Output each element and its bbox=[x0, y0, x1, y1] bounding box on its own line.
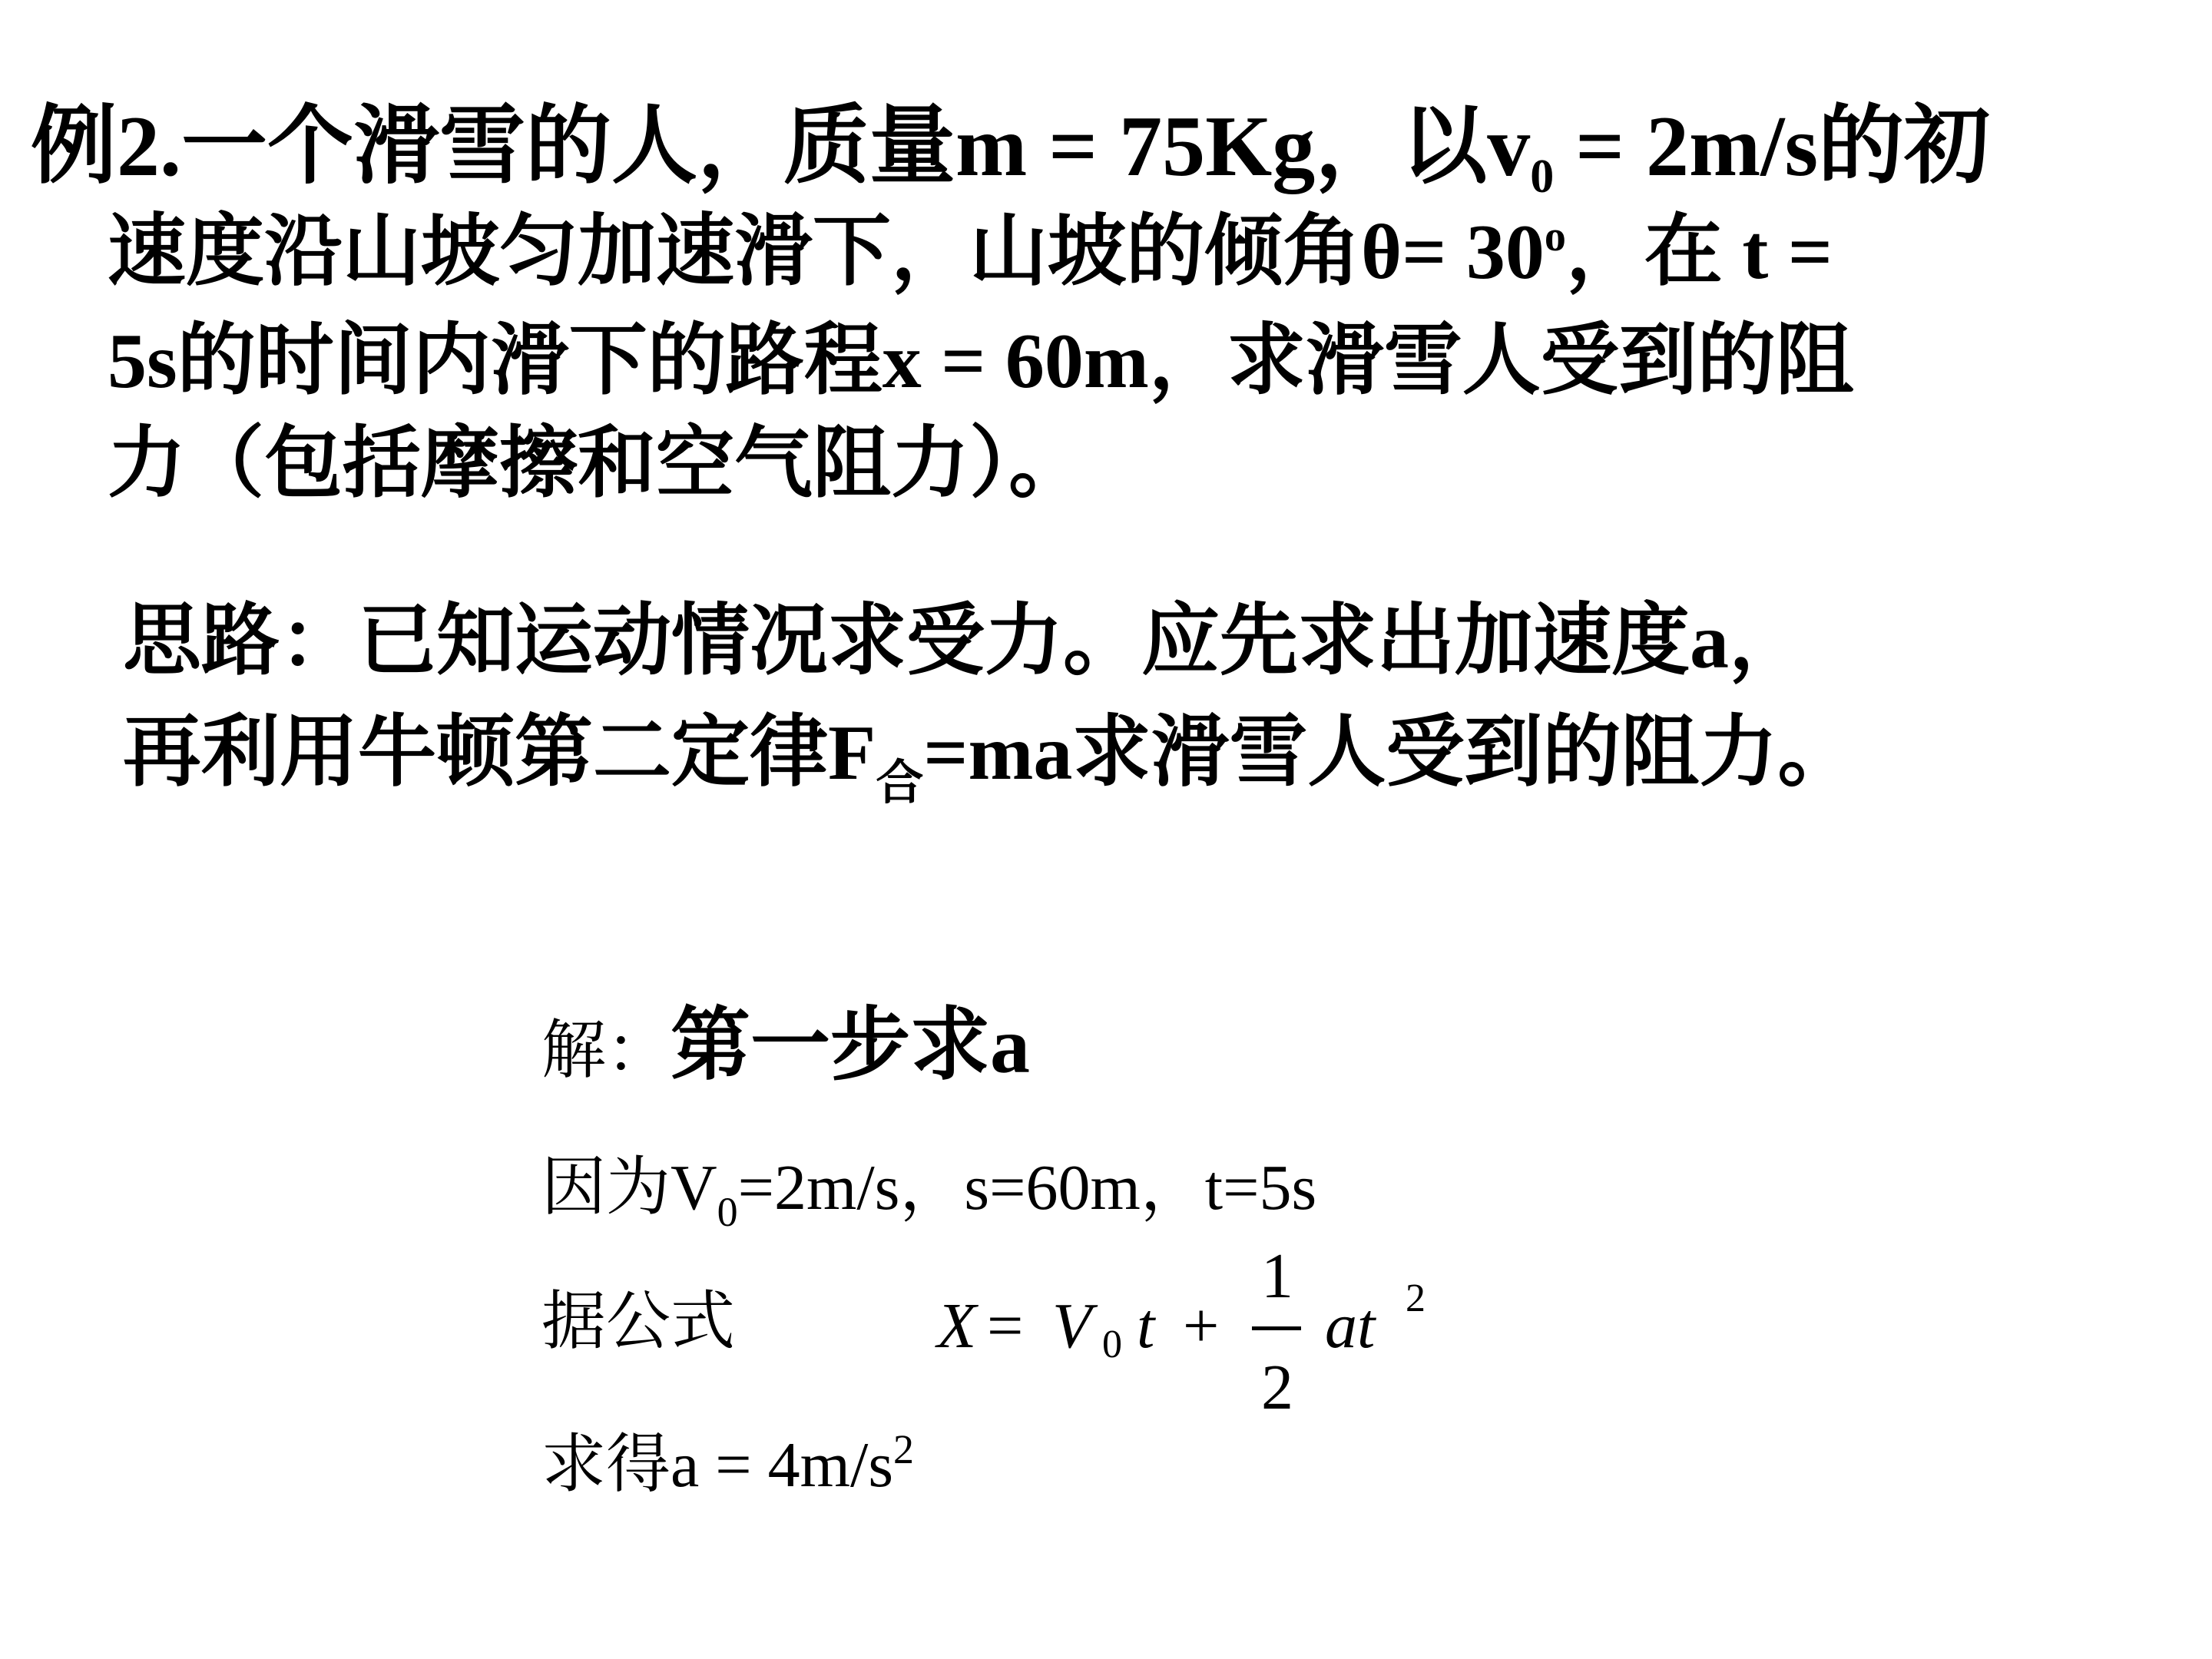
formula-v-subscript: 0 bbox=[1102, 1323, 1122, 1366]
problem-line-1-tail: = 2m/s的初 bbox=[1554, 99, 1991, 194]
problem-line-2 bbox=[108, 209, 1833, 296]
given-tail: =2m/s，s=60m，t=5s bbox=[737, 1152, 1317, 1224]
result bbox=[541, 1426, 915, 1501]
reasoning-line-2-tail: =ma求滑雪人受到的阻力。 bbox=[923, 710, 1856, 796]
problem-line-3: 5s的时间内滑下的路程x = 60m，求滑雪人受到的阻 bbox=[108, 318, 1854, 405]
step-title: 第一步求a bbox=[671, 1002, 1031, 1090]
reasoning-line-2-text: 再利用牛顿第二定律F bbox=[123, 710, 876, 796]
problem-line-2-text: 速度沿山坡匀加速滑下，山坡的倾角θ= 30 bbox=[108, 209, 1545, 296]
formula-at: at bbox=[1325, 1290, 1376, 1362]
problem-line-1 bbox=[31, 99, 1991, 203]
formula-exponent: 2 bbox=[1406, 1277, 1426, 1320]
result-exponent: 2 bbox=[893, 1426, 915, 1472]
problem-line-1-text: 例2.一个滑雪的人，质量m = 75Kg，以v bbox=[31, 99, 1531, 194]
degree-superscript: o bbox=[1544, 213, 1566, 260]
solution-heading bbox=[541, 1002, 1031, 1090]
fraction-bar bbox=[1252, 1326, 1301, 1330]
formula-equals: = bbox=[987, 1290, 1024, 1362]
v0-subscript: 0 bbox=[1530, 151, 1555, 203]
fraction-denominator: 2 bbox=[1261, 1352, 1293, 1423]
problem-line-4: 力（包括摩擦和空气阻力）。 bbox=[108, 421, 1087, 508]
given-v0-subscript: 0 bbox=[717, 1189, 738, 1235]
result-text: 求得a = 4m/s bbox=[541, 1429, 894, 1501]
formula-plus: + bbox=[1183, 1290, 1220, 1362]
formula-label: 据公式 bbox=[541, 1286, 736, 1358]
formula-t: t bbox=[1137, 1290, 1155, 1362]
formula-x: X bbox=[937, 1290, 977, 1362]
problem-line-2-tail: ，在 t = bbox=[1565, 209, 1833, 296]
given-text: 因为V bbox=[541, 1152, 717, 1224]
kinematics-formula bbox=[937, 1240, 1436, 1429]
fraction-numerator: 1 bbox=[1261, 1240, 1293, 1312]
solution-label: 解： bbox=[541, 1015, 671, 1087]
reasoning-line-1: 思路：已知运动情况求受力。应先求出加速度a， bbox=[123, 598, 1807, 685]
formula-v: V bbox=[1052, 1290, 1092, 1362]
given-values bbox=[541, 1152, 1317, 1235]
reasoning-line-2 bbox=[123, 710, 1856, 810]
net-force-subscript: 合 bbox=[876, 757, 924, 810]
